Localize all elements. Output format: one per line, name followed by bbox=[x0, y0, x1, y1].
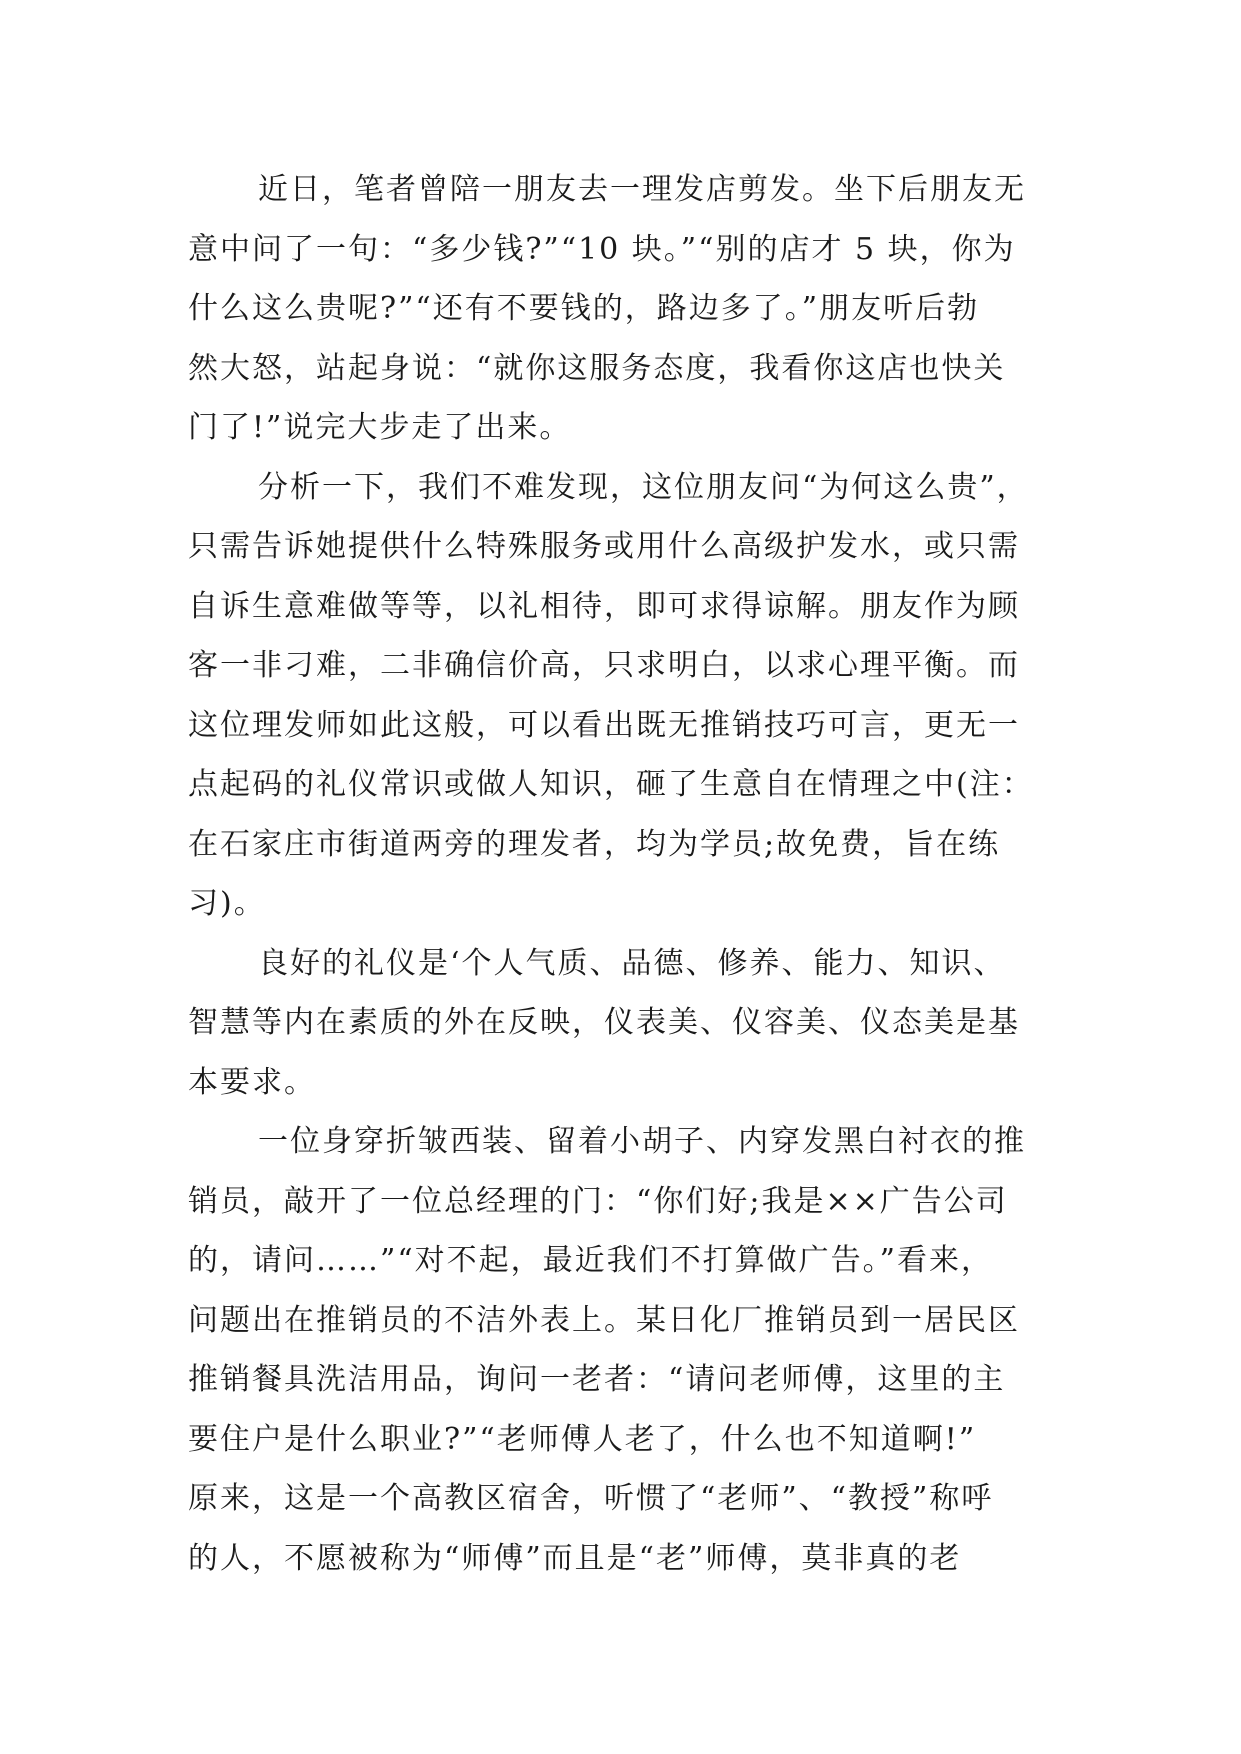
text-line: 销员，敲开了一位总经理的门：“你们好;我是××广告公司 bbox=[188, 1183, 1008, 1219]
text-line: 意中问了一句：“多少钱?”“10 块。”“别的店才 5 块，你为 bbox=[188, 231, 1016, 267]
text-line: 近日，笔者曾陪一朋友去一理发店剪发。坐下后朋友无 bbox=[258, 172, 1026, 207]
text-line: 自诉生意难做等等，以礼相待，即可求得谅解。朋友作为顾 bbox=[188, 588, 1020, 624]
text-line: 的人，不愿被称为“师傅”而且是“老”师傅，莫非真的老 bbox=[188, 1540, 962, 1576]
text-line: 要住户是什么职业?”“老师傅人老了，什么也不知道啊!” bbox=[188, 1421, 977, 1457]
text-line: 智慧等内在素质的外在反映，仪表美、仪容美、仪态美是基 bbox=[188, 1005, 1020, 1040]
text-line: 这位理发师如此这般，可以看出既无推销技巧可言，更无一 bbox=[188, 707, 1020, 743]
text-line: 推销餐具洗洁用品，询问一老者：“请问老师傅，这里的主 bbox=[188, 1362, 1006, 1397]
text-line: 什么这么贵呢?”“还有不要钱的，路边多了。”朋友听后勃 bbox=[188, 291, 980, 326]
text-line: 门了!”说完大步走了出来。 bbox=[188, 410, 572, 445]
text-line: 在石家庄市街道两旁的理发者，均为学员;故免费，旨在练 bbox=[188, 826, 1001, 862]
text-line: 的，请问……”“对不起，最近我们不打算做广告。”看来， bbox=[188, 1243, 994, 1278]
text-line: 问题出在推销员的不洁外表上。某日化厂推销员到一居民区 bbox=[188, 1302, 1020, 1338]
text-line: 良好的礼仪是‘个人气质、品德、修养、能力、知识、 bbox=[258, 945, 1006, 981]
text-line: 一位身穿折皱西装、留着小胡子、内穿发黑白衬衣的推 bbox=[258, 1124, 1026, 1159]
text-line: 只需告诉她提供什么特殊服务或用什么高级护发水，或只需 bbox=[188, 529, 1020, 564]
text-line: 点起码的礼仪常识或做人知识，砸了生意自在情理之中(注： bbox=[188, 767, 1034, 802]
text-line: 原来，这是一个高教区宿舍，听惯了“老师”、“教授”称呼 bbox=[188, 1481, 994, 1516]
text-line: 本要求。 bbox=[188, 1064, 316, 1100]
text-line: 然大怒，站起身说：“就你这服务态度，我看你这店也快关 bbox=[188, 350, 1006, 386]
text-line: 分析一下，我们不难发现，这位朋友问“为何这么贵”， bbox=[258, 469, 1029, 505]
text-line: 客一非刁难，二非确信价高，只求明白，以求心理平衡。而 bbox=[188, 648, 1020, 683]
body-text bbox=[188, 160, 1054, 1588]
text-line: 习)。 bbox=[188, 886, 266, 921]
